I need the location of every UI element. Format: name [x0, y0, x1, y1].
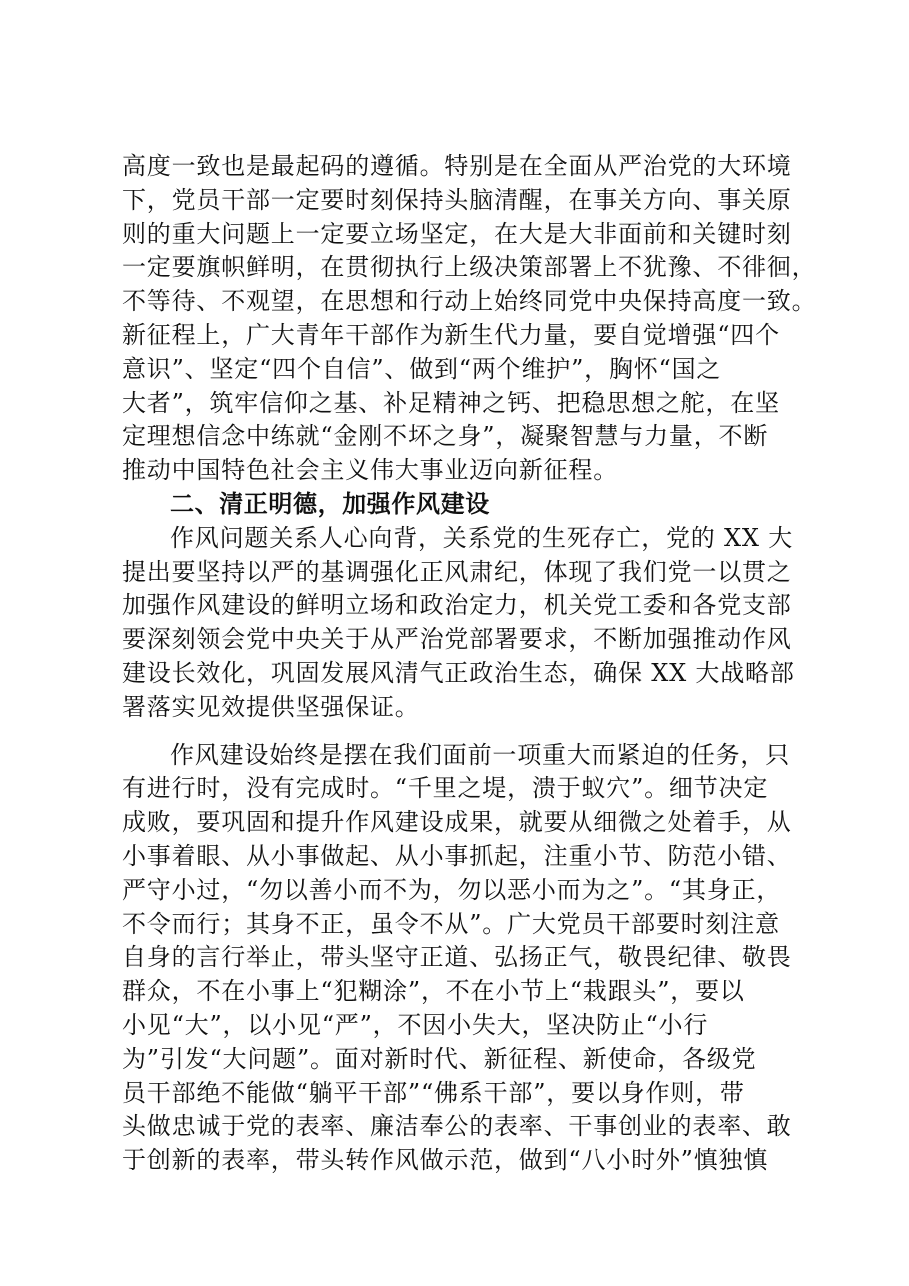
text-line: 加强作风建设的鲜明立场和政治定力，机关党工委和各党支部 — [122, 591, 792, 620]
text-line: 署落实见效提供坚强保证。 — [122, 692, 420, 721]
text-line: 下，党员干部一定要时刻保持头脑清醒，在事关方向、事关原 — [122, 185, 792, 214]
text-line: 成败，要巩固和提升作风建设成果，就要从细微之处着手，从 — [122, 808, 792, 837]
text-line: 群众，不在小事上“犯糊涂”，不在小节上“栽跟头”，要以 — [122, 977, 745, 1006]
text-line: 为”引发“大问题”。面对新时代、新征程、新使命，各级党 — [122, 1044, 757, 1073]
text-line: 不令而行；其身不正，虽令不从”。广大党员干部要时刻注意 — [122, 909, 780, 938]
text-line: 头做忠诚于党的表率、廉洁奉公的表率、干事创业的表率、敢 — [122, 1112, 792, 1141]
text-line: 有进行时，没有完成时。“千里之堤，溃于蚁穴”。细节决定 — [122, 774, 769, 803]
text-line: 作风问题关系人心向背，关系党的生死存亡，党的 XX 大 — [170, 523, 794, 552]
paragraph-1 — [122, 150, 817, 488]
paragraph-spacer — [122, 725, 797, 739]
paragraph-3 — [122, 739, 797, 1178]
section-heading: 二、清正明德，加强作风建设 — [170, 489, 490, 518]
text-line: 定理想信念中练就“金刚不坏之身”，凝聚智慧与力量，不断 — [122, 422, 769, 451]
text-line: 严守小过，“勿以善小而不为，勿以恶小而为之”。“其身正， — [122, 875, 782, 904]
text-line: 高度一致也是最起码的遵循。特别是在全面从严治党的大环境 — [122, 152, 792, 180]
text-line: 要深刻领会党中央关于从严治党部署要求，不断加强推动作风 — [122, 625, 792, 654]
text-line: 作风建设始终是摆在我们面前一项重大而紧迫的任务，只 — [170, 740, 790, 769]
text-line: 小见“大”，以小见“严”，不因小失大，坚决防止“小行 — [122, 1010, 709, 1039]
text-line: 则的重大问题上一定要立场坚定，在大是大非面前和关键时刻 — [122, 219, 792, 248]
text-line: 推动中国特色社会主义伟大事业迈向新征程。 — [122, 456, 618, 485]
document-page — [122, 150, 817, 1178]
text-line: 新征程上，广大青年干部作为新生代力量，要自觉增强“四个 — [122, 320, 780, 349]
text-line: 员干部绝不能做“躺平干部”“佛系干部”，要以身作则，带 — [122, 1078, 745, 1107]
text-line: 一定要旗帜鲜明，在贯彻执行上级决策部署上不犹豫、不徘徊， — [122, 253, 817, 282]
text-line: 小事着眼、从小事做起、从小事抓起，注重小节、防范小错、 — [122, 841, 792, 870]
text-line: 自身的言行举止，带头坚守正道、弘扬正气，敬畏纪律、敬畏 — [122, 943, 792, 972]
text-line: 建设长效化，巩固发展风清气正政治生态，确保 XX 大战略部 — [122, 658, 795, 687]
text-line: 不等待、不观望，在思想和行动上始终同党中央保持高度一致。 — [122, 287, 817, 316]
text-line: 意识”、坚定“四个自信”、做到“两个维护”，胸怀“国之 — [122, 354, 722, 383]
text-line: 大者”，筑牢信仰之基、补足精神之钙、把稳思想之舵，在坚 — [122, 388, 780, 417]
paragraph-2 — [122, 522, 797, 725]
text-line: 于创新的表率，带头转作风做示范，做到“八小时外”慎独慎 — [122, 1146, 769, 1175]
text-line: 提出要坚持以严的基调强化正风肃纪，体现了我们党一以贯之 — [122, 557, 792, 586]
